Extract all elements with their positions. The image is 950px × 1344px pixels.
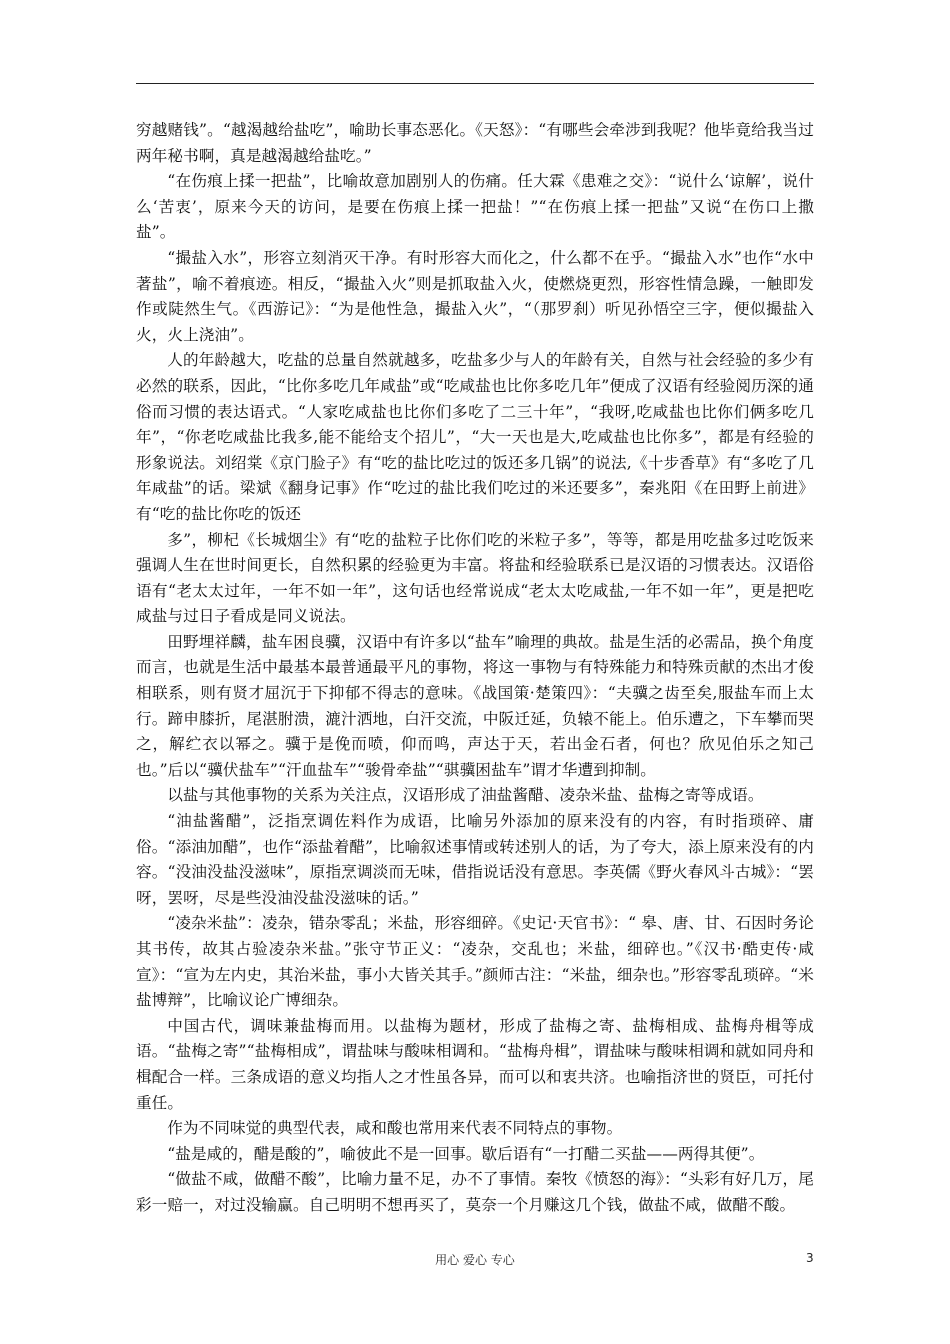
paragraph: 人的年龄越大，吃盐的总量自然就越多，吃盐多少与人的年龄有关，自然与社会经验的多少有必然的联系，因此，“比你多吃几年咸盐”或“吃咸盐也比你多吃几年”便成了汉语有经验阅历深的通俗而习惯的表达语式。“人家吃咸盐也比你们多吃了二三十年”，“我呀,吃咸盐也比你们俩多吃几年”，“你老吃咸盐比我多,能不能给支个招儿”，“大一天也是大,吃咸盐也比你多”，都是有经验的形象说法。刘绍棠《京门脸子》有“吃的盐比吃过的饭还多几锅”的说法,《十步香草》有“多吃了几年咸盐”的话。梁斌《翻身记事》作“吃过的盐比我们吃过的米还要多”，秦兆阳《在田野上前进》有“吃的盐比你吃的饭还 [136,351,814,523]
paragraph: 以盐与其他事物的关系为关注点，汉语形成了油盐酱醋、凌杂米盐、盐梅之寄等成语。 [167,786,764,805]
paragraph: 中国古代，调味兼盐梅而用。以盐梅为题材，形成了盐梅之寄、盐梅相成、盐梅舟楫等成语。“盐梅之寄”“盐梅相成”，谓盐味与酸味相调和。“盐梅舟楫”，谓盐味与酸味相调和就如同舟和楫配合一样。三条成语的意义均指人之才性虽各异，而可以和衷共济。也喻指济世的贤臣，可托付重任。 [136,1016,814,1112]
paragraph: “在伤痕上揉一把盐”，比喻故意加剧别人的伤痛。任大霖《患难之交》：“说什么‘谅解’，说什么‘苦衷’，原来今天的访问，是要在伤痕上揉一把盐！”“在伤痕上揉一把盐”又说“在伤口上撒盐”。 [136,172,814,242]
page-footer [0,1251,950,1271]
paragraph: 多”，柳杞《长城烟尘》有“吃的盐粒子比你们吃的米粒子多”，等等，都是用吃盐多过吃饭来强调人生在世时间更长，自然积累的经验更为丰富。将盐和经验联系已是汉语的习惯表达。汉语俗语有“老太太过年，一年不如一年”，这句话也经常说成“老太太吃咸盐,一年不如一年”，更是把吃咸盐与过日子看成是同义说法。 [136,530,814,626]
paragraph: “凌杂米盐”：凌杂，错杂零乱；米盐，形容细碎。《史记·天官书》：“ 皋、唐、甘、石因时务论其书传，故其占验凌杂米盐。”张守节正义：“凌杂，交乱也；米盐，细碎也。”《汉书·酷吏传·咸宣》：“宣为左内史，其治米盐，事小大皆关其手。”颜师古注：“米盐，细杂也。”形容零乱琐碎。“米盐博辩”，比喻议论广博细杂。 [136,914,814,1010]
header-rule [136,83,814,84]
page-number: 3 [806,1251,814,1265]
paragraph: “撮盐入水”，形容立刻消灭干净。有时形容大而化之，什么都不在乎。“撮盐入水”也作“水中著盐”，喻不着痕迹。相反，“撮盐入火”则是抓取盐入火，使燃烧更烈，形容性情急躁，一触即发作或陡然生气。《西游记》：“为是他性急，撮盐入火”，“（那罗刹）听见孙悟空三字，便似撮盐入火，火上浇油”。 [136,248,814,344]
paragraph: “做盐不咸，做醋不酸”，比喻力量不足，办不了事情。秦牧《愤怒的海》：“头彩有好几万，尾彩一赔一，对过没输赢。自己明明不想再买了，莫奈一个月赚这几个钱，做盐不咸，做醋不酸。 [136,1170,814,1214]
paragraph: 田野埋祥麟，盐车困良骥，汉语中有许多以“盐车”喻理的典故。盐是生活的必需品，换个角度而言，也就是生活中最基本最普通最平凡的事物，将这一事物与有特殊能力和特殊贡献的杰出才俊相联系，则有贤才屈沉于下抑郁不得志的意味。《战国策·楚策四》：“夫骥之齿至矣,服盐车而上太行。蹄申膝折，尾湛胕溃，漉汁洒地，白汗交流，中阪迁延，负辕不能上。伯乐遭之，下车攀而哭之，解纻衣以幂之。骥于是俛而喷，仰而鸣，声达于天，若出金石者，何也？欣见伯乐之知己也。”后以“骥伏盐车”“汗血盐车”“骏骨牵盐”“骐骥困盐车”谓才华遭到抑制。 [136,632,814,779]
document-body [136,118,814,1219]
footer-slogan: 用心 爱心 专心 [435,1253,515,1267]
paragraph: “油盐酱醋”，泛指烹调佐料作为成语，比喻另外添加的原来没有的内容，有时指琐碎、庸俗。“添油加醋”，也作“添盐着醋”，比喻叙述事情或转述别人的话，为了夸大，添上原来没有的内容。“没油没盐没滋味”，原指烹调淡而无味，借指说话没有意思。李英儒《野火春风斗古城》：“罢呀，罢呀，尽是些没油没盐没滋味的话。” [136,812,814,907]
paragraph: 作为不同味觉的典型代表，咸和酸也常用来代表不同特点的事物。 [167,1119,623,1138]
paragraph: 穷越赌钱”。“越渴越给盐吃”，喻助长事态恶化。《天怒》：“有哪些会牵涉到我呢？他毕竟给我当过两年秘书啊，真是越渴越给盐吃。” [136,121,814,165]
paragraph: “盐是咸的，醋是酸的”，喻彼此不是一回事。歇后语有“一打醋二买盐——两得其便”。 [167,1144,765,1163]
